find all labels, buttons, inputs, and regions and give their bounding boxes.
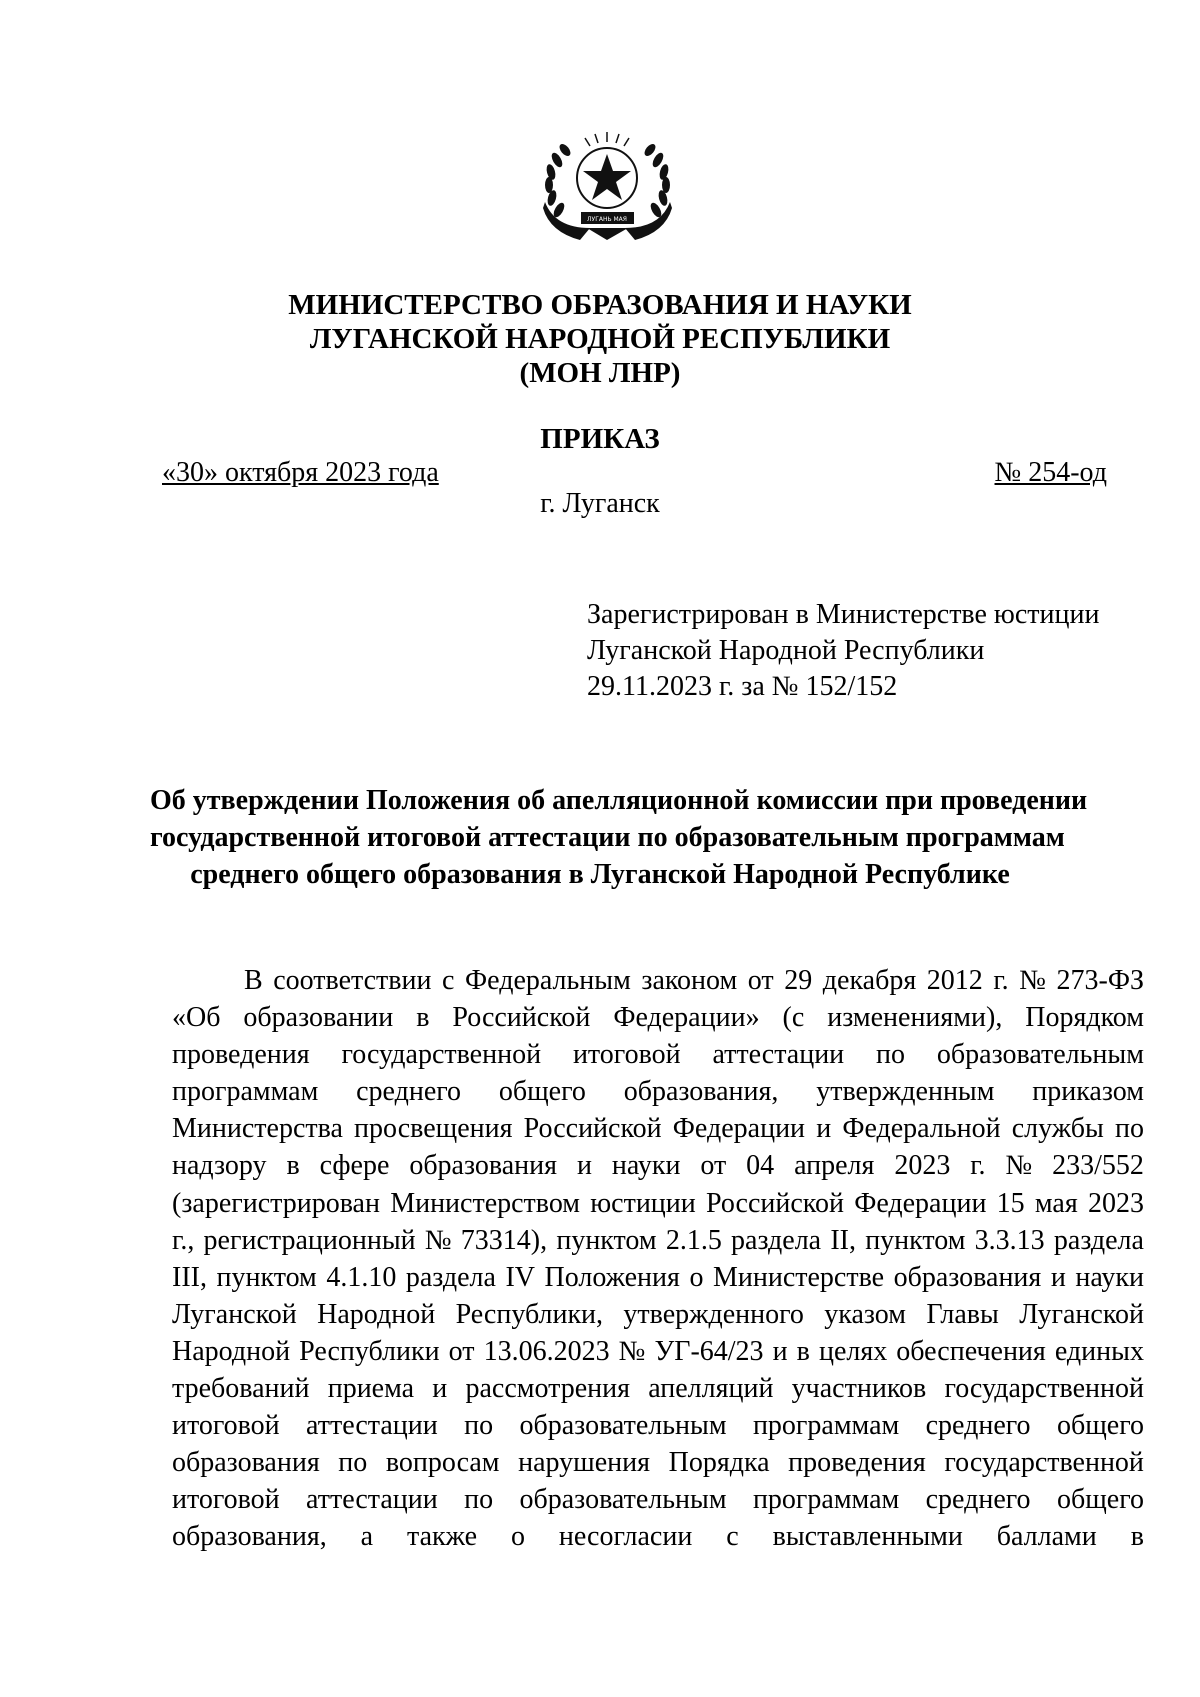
body-word: Министерстве <box>712 1261 885 1293</box>
order-city: г. Луганск <box>540 488 660 519</box>
body-word: аттестации <box>712 1039 845 1071</box>
body-line <box>172 1407 1144 1444</box>
body-word: по <box>338 1447 368 1479</box>
body-word: общего <box>498 1076 586 1108</box>
body-line <box>172 1036 1144 1073</box>
subject-line-2: государственной итоговой аттестации по образовательным программам <box>150 822 1065 853</box>
body-word: по <box>1114 1113 1144 1145</box>
body-word: Народной <box>317 1298 436 1330</box>
body-word: участников <box>791 1373 927 1405</box>
body-word: г. <box>970 1150 986 1182</box>
body-word: изменениями), <box>827 1002 1003 1034</box>
body-word: (с <box>782 1002 805 1034</box>
body-word: 2023 <box>1087 1187 1144 1219</box>
body-word: государственной <box>944 1373 1144 1405</box>
body-word: по <box>464 1410 494 1442</box>
body-word: «Об <box>172 1002 221 1034</box>
body-word: № <box>1019 965 1046 996</box>
body-word: 2012 <box>926 965 983 996</box>
body-word: пунктом <box>216 1261 317 1293</box>
body-word: Порядком <box>1025 1002 1144 1034</box>
body-word: о <box>510 1521 525 1553</box>
body-line <box>172 1110 1144 1147</box>
body-word: в <box>796 1335 810 1367</box>
order-title: ПРИКАЗ <box>540 423 660 455</box>
body-word: образования, <box>623 1076 779 1108</box>
body-word: Федерации <box>854 1187 987 1219</box>
body-word: программам <box>172 1076 319 1108</box>
body-word: Республики <box>299 1335 440 1367</box>
body-word: Народной <box>172 1335 291 1367</box>
body-word: Федерации» <box>613 1002 760 1034</box>
body-word: также <box>407 1521 478 1553</box>
body-word: науки <box>611 1150 681 1182</box>
body-line <box>172 1073 1144 1110</box>
body-word: от <box>747 965 774 996</box>
order-subject <box>150 782 1088 893</box>
body-word: 4.1.10 <box>326 1261 397 1293</box>
body-word: Луганской <box>1019 1298 1144 1330</box>
body-line <box>172 1333 1144 1370</box>
body-word: образования <box>172 1447 320 1479</box>
emblem-ribbon-text: ЛУГАНЬ МАЯ <box>587 216 627 223</box>
body-word: регистрационный <box>203 1224 416 1256</box>
body-word: образовательным <box>519 1410 727 1442</box>
body-word: в <box>1130 1521 1144 1553</box>
body-word: в <box>416 1002 430 1034</box>
body-word: вопросам <box>385 1447 500 1479</box>
body-word: аттестации <box>306 1484 438 1516</box>
body-word: 233/552 <box>1052 1150 1144 1182</box>
registration-line-1: Зарегистрирован в Министерстве юстиции <box>587 599 1100 630</box>
body-word: проведения <box>172 1039 310 1071</box>
body-word: Федеральной <box>842 1113 1001 1145</box>
body-word: 273-ФЗ <box>1056 965 1144 996</box>
registration-line-2: Луганской Народной Республики <box>587 635 985 666</box>
body-word: утвержденного <box>623 1298 804 1330</box>
coat-of-arms-icon <box>535 128 680 246</box>
body-word: Республики, <box>455 1298 604 1330</box>
body-word: и <box>432 1373 448 1405</box>
body-word: № <box>424 1224 452 1256</box>
body-word: (зарегистрирован <box>172 1187 380 1219</box>
body-line <box>172 1222 1144 1259</box>
body-word: 73314), <box>460 1224 548 1256</box>
body-word: Министерством <box>390 1187 581 1219</box>
body-word: о <box>689 1261 704 1293</box>
body-word: Российской <box>452 1002 591 1034</box>
body-line <box>172 1147 1144 1184</box>
body-line <box>172 1481 1144 1518</box>
body-word: от <box>700 1150 727 1182</box>
body-word: апелляций <box>648 1373 774 1405</box>
body-word: II, <box>830 1224 856 1256</box>
body-word: Российской <box>523 1113 662 1145</box>
body-word: сфере <box>319 1150 390 1182</box>
body-word: итоговой <box>572 1039 681 1071</box>
body-word: апреля <box>794 1150 875 1182</box>
body-word: раздела <box>405 1261 496 1293</box>
body-word: юстиции <box>590 1187 696 1219</box>
body-word: Положения <box>544 1261 680 1293</box>
body-word: общего <box>1056 1410 1144 1442</box>
body-word: по <box>876 1039 906 1071</box>
body-word: Главы <box>926 1298 999 1330</box>
body-word: программам <box>752 1410 900 1442</box>
body-word: № <box>618 1335 646 1367</box>
body-word: и <box>576 1150 592 1182</box>
body-word: 29 <box>784 965 813 996</box>
body-word: УГ-64/23 <box>654 1335 764 1367</box>
body-line <box>172 1185 1144 1222</box>
body-word: раздела <box>1053 1224 1144 1256</box>
body-word: науки <box>1075 1261 1144 1293</box>
body-word: в <box>286 1150 300 1182</box>
body-word: законом <box>641 965 738 996</box>
body-word: мая <box>1034 1187 1078 1219</box>
body-word: г., <box>172 1224 195 1256</box>
body-word: целях <box>818 1335 888 1367</box>
body-word: пунктом <box>865 1224 966 1256</box>
body-word: итоговой <box>172 1410 280 1442</box>
body-word: службы <box>1011 1113 1104 1145</box>
body-word: 2023 <box>894 1150 951 1182</box>
body-word: итоговой <box>172 1484 280 1516</box>
body-word: рассмотрения <box>465 1373 630 1405</box>
body-word: выставленными <box>772 1521 963 1553</box>
order-number: № 254-од <box>994 457 1107 488</box>
body-word: 3.3.13 <box>974 1224 1045 1256</box>
body-word: образования, <box>172 1521 327 1553</box>
body-word: единых <box>1054 1335 1144 1367</box>
body-word: Федерации <box>672 1113 806 1145</box>
body-word: и <box>816 1113 832 1145</box>
body-word: пунктом <box>556 1224 657 1256</box>
body-line <box>172 1296 1144 1333</box>
body-line <box>172 1518 1144 1555</box>
body-word: среднего <box>356 1076 462 1108</box>
body-word: нарушения <box>518 1447 650 1479</box>
body-word: декабря <box>822 965 917 996</box>
body-word: просвещения <box>354 1113 513 1145</box>
body-word: и <box>1050 1261 1066 1293</box>
body-word: образовательным <box>936 1039 1144 1071</box>
body-word: проведения <box>788 1447 926 1479</box>
body-word: г. <box>993 965 1009 996</box>
body-word: образования <box>893 1261 1042 1293</box>
body-word: образовании <box>243 1002 394 1034</box>
body-word: среднего <box>925 1410 1031 1442</box>
subject-line-1: Об утверждении Положения об апелляционной комиссии при проведении <box>150 785 1088 816</box>
ministry-line-3: (МОН ЛНР) <box>519 357 681 389</box>
body-word: Федеральным <box>465 965 631 996</box>
body-word: а <box>360 1521 374 1553</box>
body-word: государственной <box>944 1447 1144 1479</box>
body-word: Министерства <box>172 1113 343 1145</box>
body-word: от <box>448 1335 475 1367</box>
body-word: образования <box>409 1150 558 1182</box>
body-word: 13.06.2023 <box>483 1335 610 1367</box>
body-word: программам <box>752 1484 900 1516</box>
body-word: Порядка <box>668 1447 770 1479</box>
registration-note <box>587 597 1099 705</box>
body-word: общего <box>1056 1484 1144 1516</box>
body-word: 2.1.5 <box>665 1224 722 1256</box>
body-word: и <box>772 1335 788 1367</box>
order-body <box>172 962 1144 1556</box>
body-word: Луганской <box>172 1298 297 1330</box>
body-word: среднего <box>925 1484 1031 1516</box>
body-word: несогласии <box>558 1521 693 1553</box>
body-word: по <box>464 1484 494 1516</box>
body-word: № <box>1005 1150 1033 1182</box>
body-word: с <box>442 965 455 996</box>
body-word: Российской <box>705 1187 844 1219</box>
body-line <box>172 999 1144 1036</box>
body-word: обеспечения <box>896 1335 1046 1367</box>
body-word: требований <box>172 1373 310 1405</box>
body-line <box>172 1259 1144 1296</box>
body-word: соответствии <box>273 965 432 996</box>
body-word: 15 <box>996 1187 1025 1219</box>
body-line <box>172 1444 1144 1481</box>
body-word: приема <box>327 1373 415 1405</box>
body-word: приказом <box>1032 1076 1144 1108</box>
body-word: 04 <box>746 1150 775 1182</box>
ministry-header <box>180 288 1020 390</box>
body-word: государственной <box>341 1039 542 1071</box>
body-word: надзору <box>172 1150 267 1182</box>
body-word: аттестации <box>306 1410 438 1442</box>
order-date: «30» октября 2023 года <box>162 457 439 488</box>
body-line <box>172 1370 1144 1407</box>
body-word: IV <box>505 1261 535 1293</box>
ministry-line-1: МИНИСТЕРСТВО ОБРАЗОВАНИЯ И НАУКИ <box>288 289 912 321</box>
body-word: III, <box>172 1261 207 1293</box>
registration-line-3: 29.11.2023 г. за № 152/152 <box>587 671 898 702</box>
subject-line-3: среднего общего образования в Луганской Народной Республике <box>190 859 1010 890</box>
ministry-line-2: ЛУГАНСКОЙ НАРОДНОЙ РЕСПУБЛИКИ <box>309 323 891 355</box>
body-line <box>172 962 1144 999</box>
body-word: указом <box>824 1298 906 1330</box>
body-word: с <box>726 1521 739 1553</box>
body-word: раздела <box>731 1224 822 1256</box>
body-word: баллами <box>996 1521 1097 1553</box>
body-word: утвержденным <box>816 1076 995 1108</box>
body-word: В <box>244 965 263 996</box>
body-word: образовательным <box>519 1484 727 1516</box>
